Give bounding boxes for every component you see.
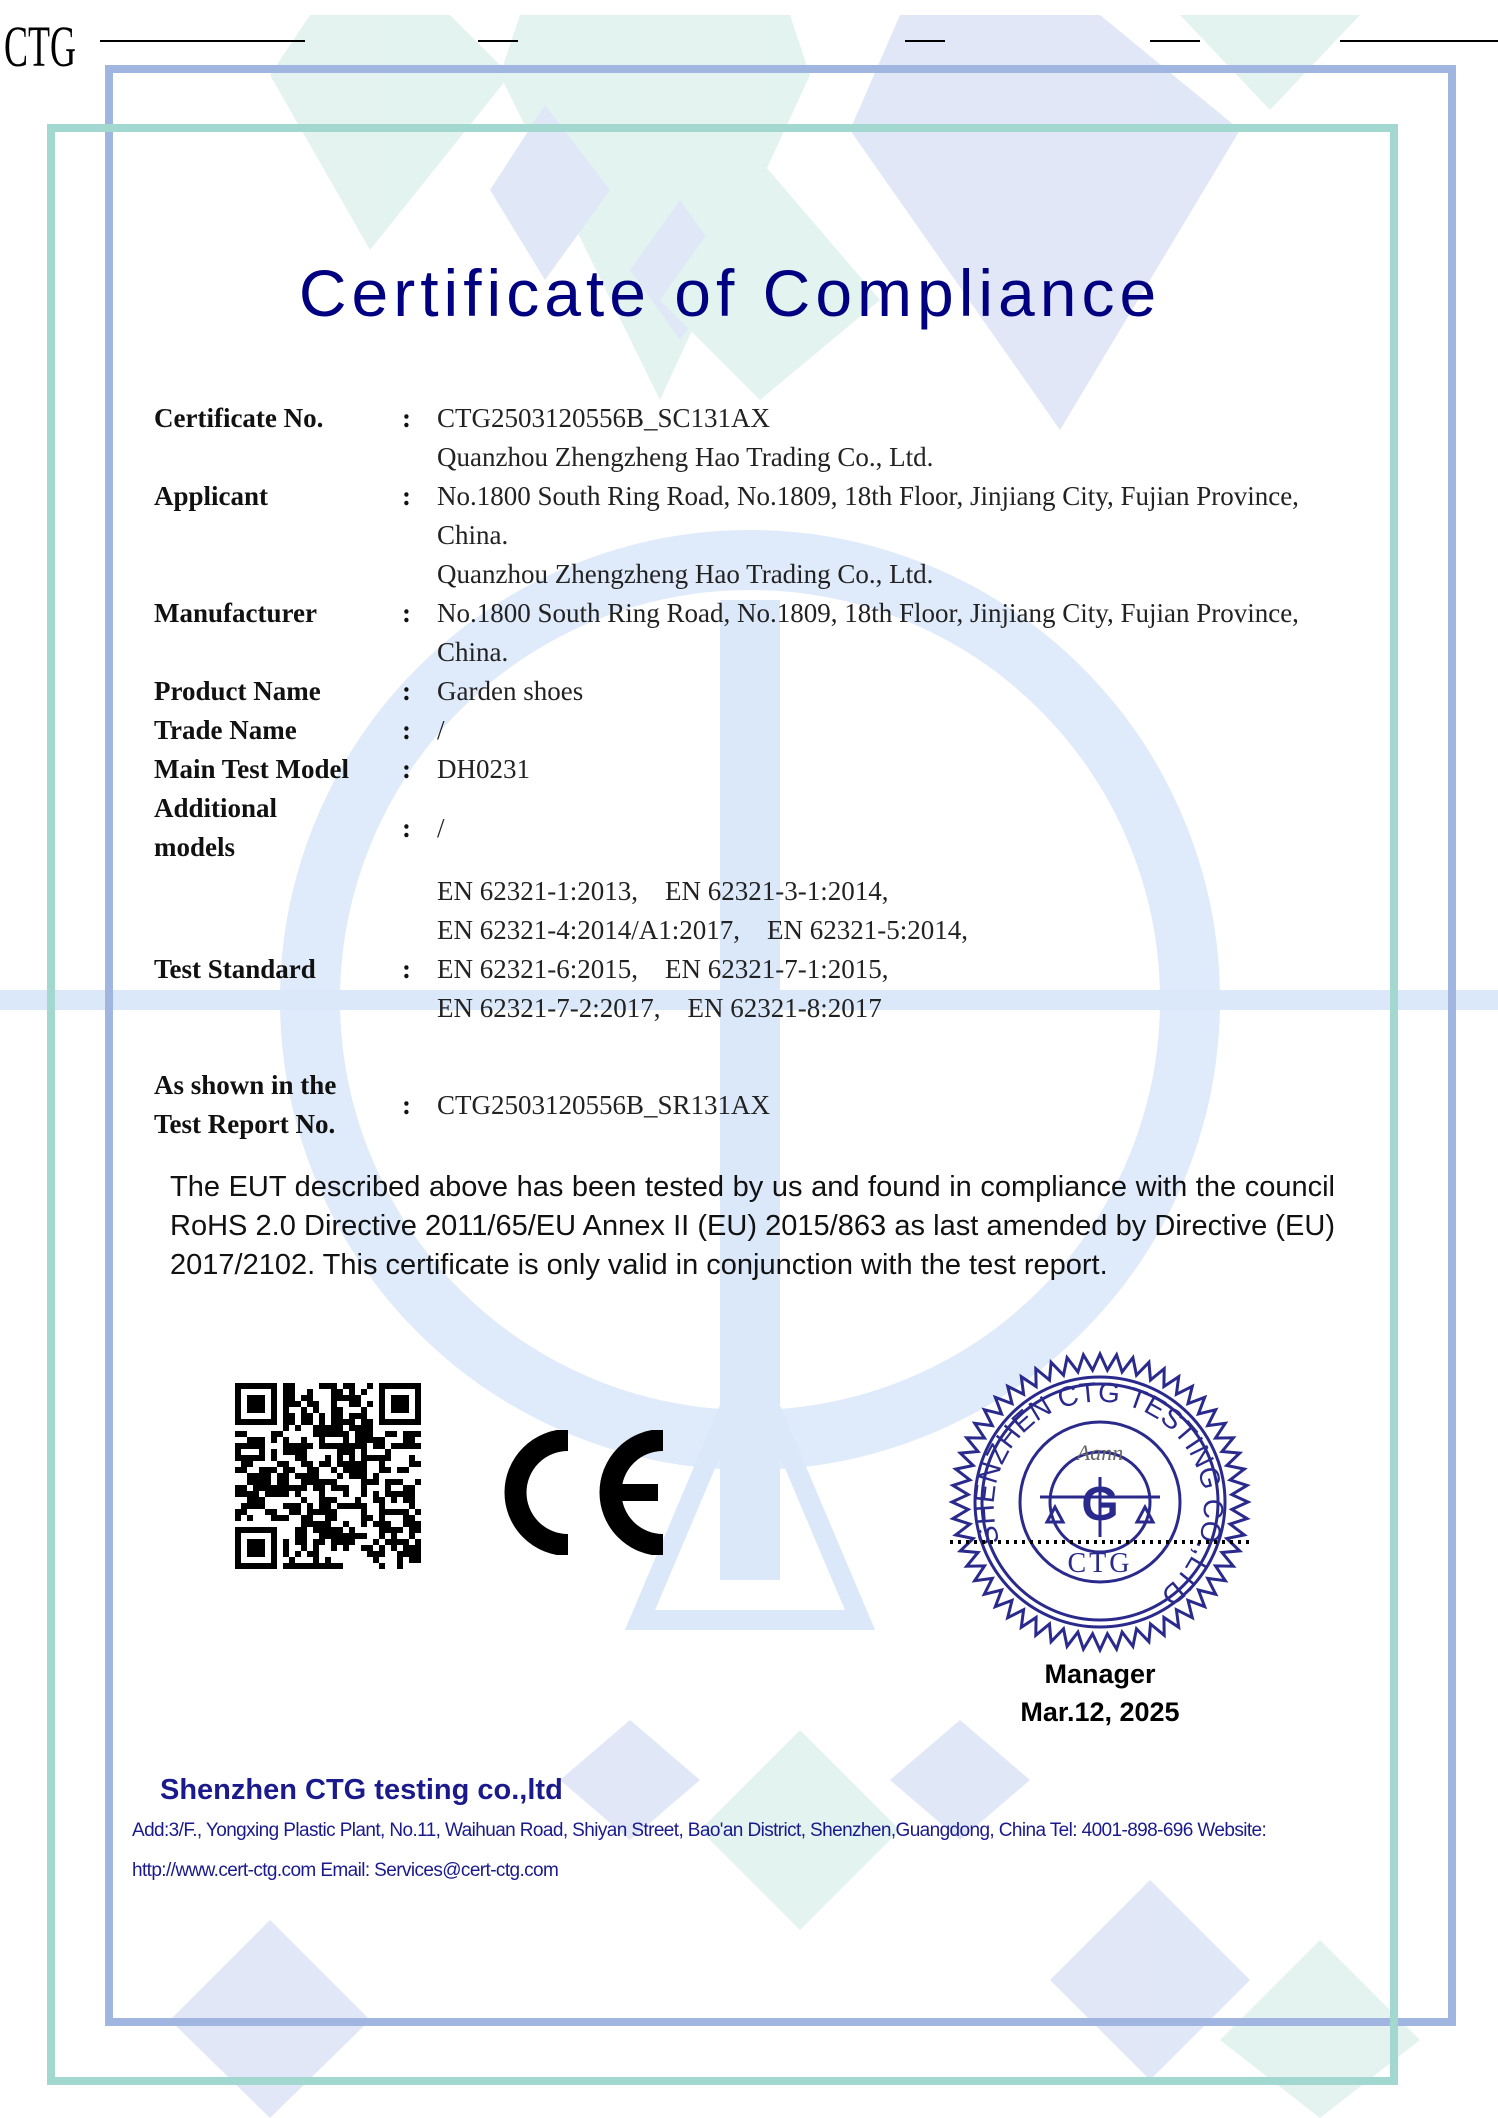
signatory-title: Manager — [1044, 1659, 1156, 1689]
field-colon: : — [402, 754, 411, 784]
field-colon: : — [402, 954, 411, 984]
field-value: DH0231 — [437, 754, 530, 784]
company-stamp — [948, 1350, 1252, 1654]
field-value: Garden shoes — [437, 676, 584, 706]
field-value: / — [437, 812, 445, 843]
footer-company: Shenzhen CTG testing co.,ltd — [160, 1774, 563, 1806]
field-colon: : — [402, 481, 411, 511]
field-label: Manufacturer — [154, 598, 317, 628]
field-value: EN 62321-1:2013, EN 62321-3-1:2014, — [437, 876, 889, 906]
field-value: China. — [437, 520, 509, 550]
ce-mark-icon — [493, 1430, 668, 1555]
field-value: CTG2503120556B_SC131AX — [437, 403, 771, 433]
field-colon: : — [402, 403, 411, 433]
field-colon: : — [402, 1089, 411, 1120]
field-value: EN 62321-4:2014/A1:2017, EN 62321-5:2014, — [437, 915, 968, 945]
stamp-logo-letter: G — [1081, 1478, 1119, 1531]
field-value: Quanzhou Zhengzheng Hao Trading Co., Ltd. — [437, 442, 934, 472]
field-value: EN 62321-6:2015, EN 62321-7-1:2015, — [437, 954, 889, 984]
field-value: EN 62321-7-2:2017, EN 62321-8:2017 — [437, 993, 882, 1023]
page-title: Certificate of Compliance — [298, 256, 1162, 330]
header-rule — [478, 40, 518, 42]
header-rule — [1340, 40, 1498, 42]
signature-date: Mar.12, 2025 — [1020, 1697, 1180, 1727]
field-label: Additional — [154, 793, 278, 823]
field-value: Quanzhou Zhengzheng Hao Trading Co., Ltd. — [437, 559, 934, 589]
field-colon: : — [402, 676, 411, 706]
field-colon: : — [402, 812, 411, 843]
field-label: As shown in the — [154, 1070, 337, 1100]
field-value: CTG2503120556B_SR131AX — [437, 1089, 771, 1120]
footer-contact: http://www.cert-ctg.com Email: Services@cert-ctg.com — [132, 1860, 559, 1881]
field-label: Applicant — [154, 481, 269, 511]
stamp-ring-text: SHENZHEN CTG TESTING CO.,LTD — [968, 1376, 1230, 1612]
header-rule — [905, 40, 945, 42]
field-label: Main Test Model — [154, 754, 350, 784]
field-value: No.1800 South Ring Road, No.1809, 18th Floor, Jinjiang City, Fujian Province, — [437, 598, 1299, 628]
field-value: / — [437, 715, 445, 745]
field-value: China. — [437, 637, 509, 667]
field-label: Test Report No. — [154, 1109, 336, 1139]
field-label: Trade Name — [154, 715, 297, 745]
field-label: Certificate No. — [154, 403, 324, 433]
field-label: Product Name — [154, 676, 321, 706]
field-colon: : — [402, 715, 411, 745]
compliance-statement: The EUT described above has been tested by us and found in compliance with the council RoHS 2.0 Directive 2011/65/EU Annex II (EU) 2015/863 as last amended by Directive (EU) 2017/2102. This certificate is only valid in conjunction with the test report. — [170, 1171, 1335, 1281]
field-colon: : — [402, 598, 411, 628]
ctg-logo: CTG — [4, 14, 76, 79]
footer-address: Add:3/F., Yongxing Plastic Plant, No.11, Waihuan Road, Shiyan Street, Bao'an District, Shenzhen,Guangdong, China Tel: 4001-898-696 Website: — [132, 1820, 1267, 1841]
header-rule — [100, 40, 305, 42]
field-label: Test Standard — [154, 954, 316, 984]
header-rule — [1150, 40, 1200, 42]
qr-code[interactable] — [235, 1383, 421, 1569]
field-value: No.1800 South Ring Road, No.1809, 18th Floor, Jinjiang City, Fujian Province, — [437, 481, 1299, 511]
stamp-center-text: CTG — [1067, 1548, 1133, 1579]
field-label: models — [154, 832, 235, 862]
signature: Aann — [1076, 1440, 1124, 1465]
